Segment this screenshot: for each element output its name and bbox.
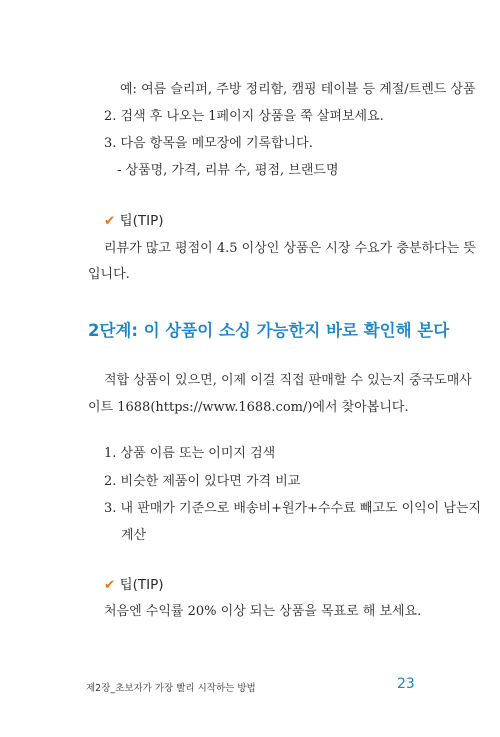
page-number: 23 <box>397 676 415 692</box>
tip-1-line-2: 입니다. <box>88 267 130 282</box>
intro-line-1: 적합 상품이 있으면, 이제 이걸 직접 판매할 수 있는지 중국도매사 <box>104 373 472 388</box>
intro-line-2: 이트 1688(https://www.1688.com/)에서 찾아봅니다. <box>88 400 409 415</box>
step-3-detail: - 상품명, 가격, 리뷰 수, 평점, 브랜드명 <box>117 163 339 178</box>
check-icon: ✔ <box>104 577 116 593</box>
chapter-footer: 제2장_초보자가 가장 빨리 시작하는 방법 <box>86 683 256 694</box>
tip-2-line-1: 처음엔 수익률 20% 이상 되는 상품을 목표로 해 보세요. <box>104 604 422 619</box>
tip-label: 팁(TIP) <box>119 213 164 229</box>
step-3: 3. 다음 항목을 메모장에 기록합니다. <box>104 136 313 151</box>
step-2: 2. 검색 후 나오는 1페이지 상품을 쭉 살펴보세요. <box>104 109 384 124</box>
tip-label: 팁(TIP) <box>119 577 164 593</box>
example-line: 예: 여름 슬리퍼, 주방 정리함, 캠핑 테이블 등 계절/트렌드 상품 <box>120 82 476 97</box>
tip-2 <box>104 576 164 594</box>
list-item: 3. 내 판매가 기준으로 배송비+원가+수수료 빼고도 이익이 남는지 <box>104 501 482 516</box>
list-item: 2. 비슷한 제품이 있다면 가격 비교 <box>104 474 301 489</box>
tip-1 <box>104 212 164 230</box>
check-icon: ✔ <box>104 213 116 229</box>
section-heading: 2단계: 이 상품이 소싱 가능한지 바로 확인해 본다 <box>88 321 450 340</box>
tip-1-line-1: 리뷰가 많고 평점이 4.5 이상인 상품은 시장 수요가 충분하다는 뜻 <box>104 241 476 256</box>
list-item-continuation: 계산 <box>121 528 147 543</box>
list-item: 1. 상품 이름 또는 이미지 검색 <box>104 446 276 461</box>
